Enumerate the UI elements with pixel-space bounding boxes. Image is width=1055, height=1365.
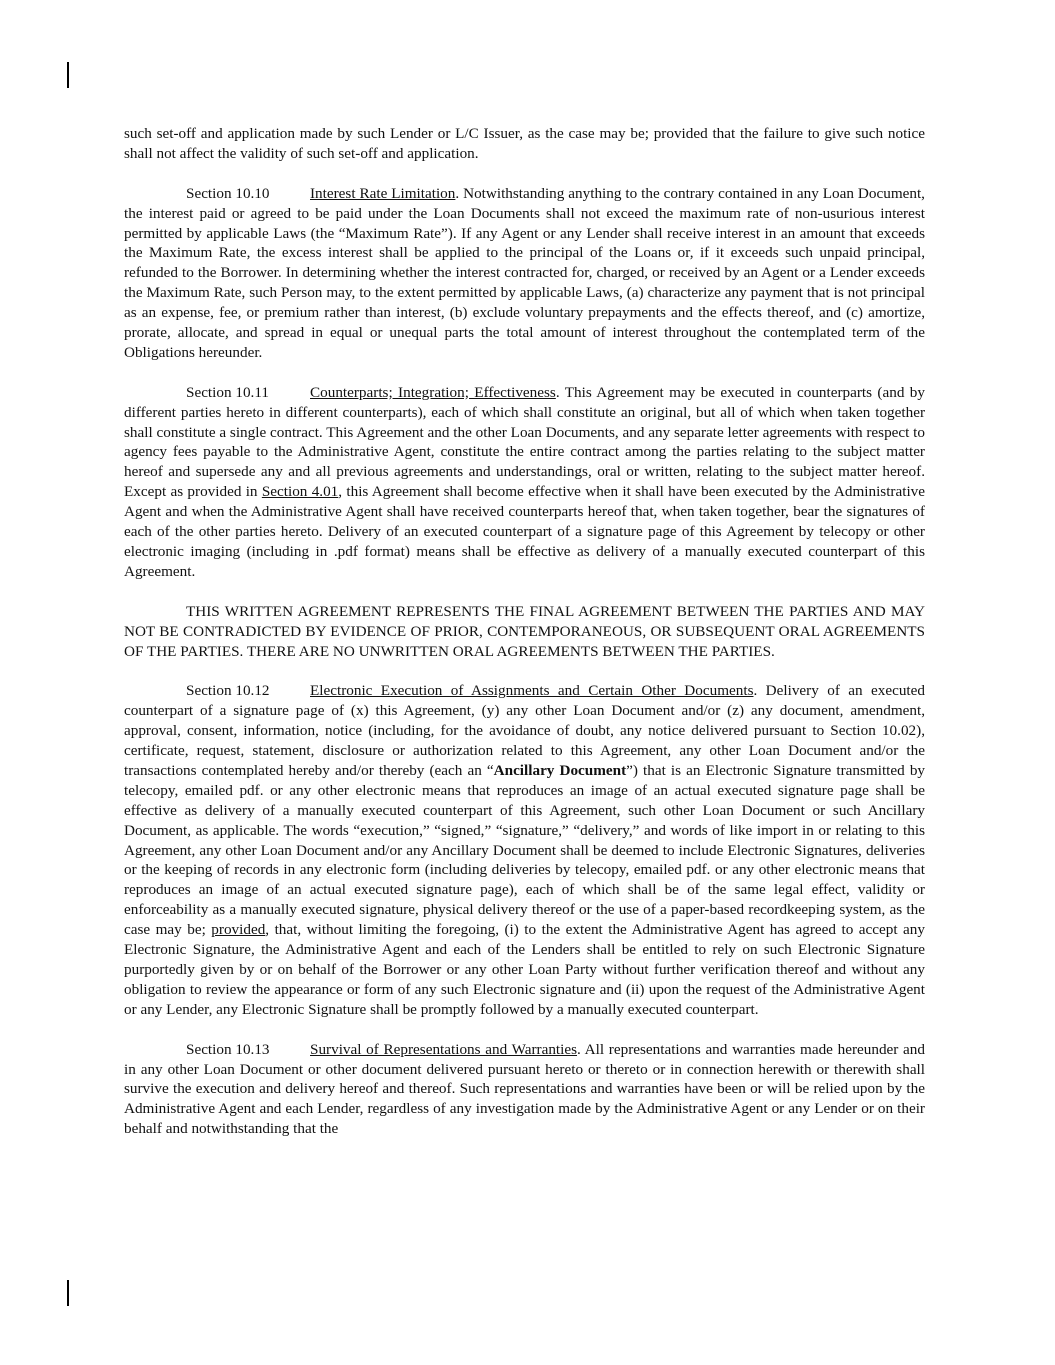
document-page bbox=[124, 124, 925, 1159]
section-10-13 bbox=[124, 1040, 925, 1140]
proviso-term: provided bbox=[211, 921, 266, 939]
section-text: , this Agreement shall become effective when it shall have been executed by the Administrative Agent and when the Administrative Agent shall have received counterparts hereof that, when taken together, bear the signatures of each of the other parties hereto. Delivery of an executed counterpart of a signature page of this Agreement by telecopy or other electronic imaging (including in .pdf format) means shall be effective as delivery of a manually executed counterpart of this Agreement. bbox=[124, 483, 925, 580]
section-heading: Interest Rate Limitation bbox=[310, 184, 456, 202]
section-text: , that, without limiting the foregoing, (i) to the extent the Administrative Agent has agreed to accept any Electronic Signature, the Administrative Agent and each of the Lenders shall be entitled to rely on such Electronic Signature purportedly given by or on behalf of the Borrower or any other Loan Party without further verification thereof and without any obligation to review the appearance or form of any such Electronic signature and (ii) upon the request of the Administrative Agent or any Lender, any Electronic Signature shall be promptly followed by a manually executed counterpart. bbox=[124, 921, 925, 1018]
final-agreement-notice: THIS WRITTEN AGREEMENT REPRESENTS THE FINAL AGREEMENT BETWEEN THE PARTIES AND MAY NOT BE CONTRADICTED BY EVIDENCE OF PRIOR, CONTEMPORANEOUS, OR SUBSEQUENT ORAL AGREEMENTS OF THE PARTIES. THERE ARE NO UNWRITTEN ORAL AGREEMENTS BETWEEN THE PARTIES. bbox=[124, 602, 925, 660]
revision-bar-top bbox=[67, 62, 69, 88]
section-text: . Delivery of an executed counterpart of a signature page of (x) this Agreement, (y) any other Loan Document and/or (z) any document, amendment, approval, consent, information, notice (including, for the avoidance of doubt, any notice delivered pursuant to Section 10.02), certificate, request, statement, disclosure or authorization related to this Agreement, any other Loan Document and/or the transactions contemplated hereby and/or thereby (each an “ bbox=[124, 682, 925, 779]
section-10-11 bbox=[124, 383, 925, 582]
section-number: Section 10.12 bbox=[186, 682, 270, 700]
section-text: . Notwithstanding anything to the contrary contained in any Loan Document, the interest paid or agreed to be paid under the Loan Documents shall not exceed the maximum rate of non-usurious interest permitted by applicable Laws (the “Maximum Rate”). If any Agent or any Lender shall receive interest in an amount that exceeds the Maximum Rate, the excess interest shall be applied to the principal of the Loans or, if it exceeds such unpaid principal, refunded to the Borrower. In determining whether the interest contracted for, charged, or received by an Agent or a Lender exceeds the Maximum Rate, such Person may, to the extent permitted by applicable Laws, (a) characterize any payment that is not principal as an expense, fee, or premium rather than interest, (b) exclude voluntary prepayments and the effects thereof, and (c) amortize, prorate, allocate, and spread in equal or unequal parts the total amount of interest throughout the contemplated term of the Obligations hereunder. bbox=[124, 184, 925, 361]
section-10-12 bbox=[124, 681, 925, 1019]
section-text: . All representations and warranties made hereunder and in any other Loan Document or other document delivered pursuant hereto or thereto or in connection herewith or therewith shall survive the execution and delivery hereof and thereof. Such representations and warranties have been or will be relied upon by the Administrative Agent and each Lender, regardless of any investigation made by the Administrative Agent or any Lender or on their behalf and notwithstanding that the bbox=[124, 1040, 925, 1138]
section-heading: Counterparts; Integration; Effectiveness bbox=[310, 383, 556, 401]
section-number: Section 10.13 bbox=[186, 1040, 270, 1058]
section-heading: Survival of Representations and Warranties bbox=[310, 1040, 578, 1058]
defined-term: Ancillary Document bbox=[493, 761, 627, 779]
section-heading: Electronic Execution of Assignments and Certain Other Documents bbox=[310, 682, 754, 700]
section-number: Section 10.10 bbox=[186, 184, 270, 202]
continuation-paragraph: such set-off and application made by such Lender or L/C Issuer, as the case may be; provided that the failure to give such notice shall not affect the validity of such set-off and application. bbox=[124, 125, 925, 162]
section-reference: Section 4.01 bbox=[261, 483, 339, 501]
section-text: ”) that is an Electronic Signature transmitted by telecopy, emailed pdf. or any other electronic means that reproduces an image of an actual executed signature page shall be effective as delivery of a manually executed counterpart of this Agreement, such other Loan Document or such Ancillary Document, as applicable. The words “execution,” “signed,” “signature,” “delivery,” and words of like import in or relating to this Agreement, any other Loan Document and/or any Ancillary Document shall be deemed to include Electronic Signatures, deliveries or the keeping of records in any electronic form (including deliveries by telecopy, emailed pdf. or any other electronic means that reproduces an image of an actual executed signature page), each of which shall be of the same legal effect, validity or enforceability as a manually executed signature, physical delivery thereof or the use of a paper-based recordkeeping system, as the case may be; bbox=[124, 761, 926, 939]
revision-bar-bottom bbox=[67, 1280, 69, 1306]
section-text: . This Agreement may be executed in counterparts (and by different parties hereto in different counterparts), each of which shall constitute an original, but all of which when taken together shall constitute a single contract. This Agreement and the other Loan Documents, and any separate letter agreements with respect to agency fees payable to the Administrative Agent, constitute the entire contract among the parties relating to the subject matter hereof and supersede any and all previous agreements and understandings, oral or written, relating to the subject matter hereof. Except as provided in bbox=[124, 383, 925, 501]
section-10-10 bbox=[124, 184, 925, 363]
section-number: Section 10.11 bbox=[186, 383, 269, 401]
